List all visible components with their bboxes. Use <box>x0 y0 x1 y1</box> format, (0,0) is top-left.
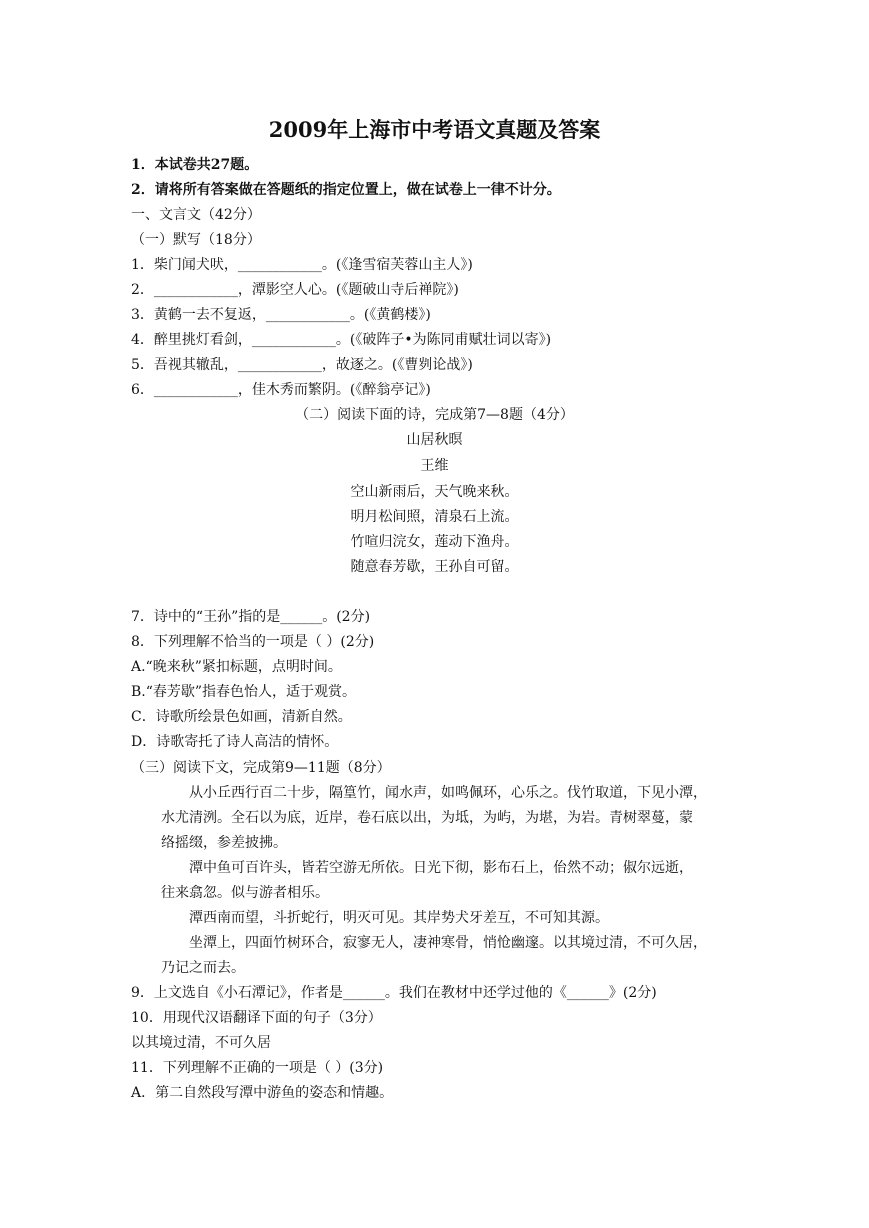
note-1: 1．本试卷共27题。 <box>131 157 259 173</box>
passage-p1-line-1: 从小丘西行百二十步，隔篁竹，闻水声，如鸣佩环，心乐之。伐竹取道，下见小潭， <box>189 785 707 801</box>
q8-option-b: B.“春芳歇”指春色怡人，适于观赏。 <box>131 684 357 700</box>
question-11: 11．下列理解不正确的一项是（ ）(3分) <box>131 1060 384 1076</box>
page-title: 2009年上海市中考语文真题及答案 <box>268 117 601 142</box>
poem-line-1: 空山新雨后，天气晚来秋。 <box>350 484 519 500</box>
q11-option-a: A．第二自然段写潭中游鱼的姿态和情趣。 <box>131 1085 394 1101</box>
question-8: 8．下列理解不恰当的一项是（ ）(2分) <box>131 634 375 650</box>
dictation-item-1: 1．柴门闻犬吠，____________。(《逢雪宿芙蓉山主人》) <box>131 257 473 273</box>
dictation-item-4: 4．醉里挑灯看剑，____________。(《破阵子•为陈同甫赋壮词以寄》) <box>131 332 552 348</box>
question-9: 9．上文选自《小石潭记》，作者是______。我们在教材中还学过他的《______》(2分) <box>131 985 657 1001</box>
q8-option-a: A.“晚来秋”紧扣标题，点明时间。 <box>131 659 342 675</box>
dictation-item-2: 2．____________，潭影空人心。(《题破山寺后禅院》) <box>131 282 459 298</box>
passage-p3-line-1: 潭西南而望，斗折蛇行，明灭可见。其岸势犬牙差互，不可知其源。 <box>189 910 609 926</box>
dictation-item-5: 5．吾视其辙乱，____________，故逐之。(《曹刿论战》) <box>131 357 473 373</box>
dictation-item-3: 3．黄鹤一去不复返，____________。(《黄鹤楼》) <box>131 307 431 323</box>
poem-line-4: 随意春芳歇，王孙自可留。 <box>350 559 519 575</box>
part-two-heading: （二）阅读下面的诗，完成第7—8题（4分） <box>295 407 574 423</box>
question-10: 10．用现代汉语翻译下面的句子（3分） <box>131 1010 382 1026</box>
passage-p4-line-1: 坐潭上，四面竹树环合，寂寥无人，凄神寒骨，悄怆幽邃。以其境过清，不可久居， <box>189 935 707 951</box>
poem-title: 山居秋暝 <box>406 432 463 448</box>
dictation-item-6: 6．____________，佳木秀而繁阴。(《醉翁亭记》) <box>131 382 431 398</box>
passage-p4-line-2: 乃记之而去。 <box>161 960 245 976</box>
poem-author: 王维 <box>420 458 449 474</box>
poem-line-3: 竹喧归浣女，莲动下渔舟。 <box>350 534 519 550</box>
poem-line-2: 明月松间照，清泉石上流。 <box>350 509 519 525</box>
passage-p2-line-2: 往来翕忽。似与游者相乐。 <box>161 885 329 901</box>
passage-p1-line-2: 水尤清洌。全石以为底，近岸，卷石底以出，为坻，为屿，为堪，为岩。青树翠蔓，蒙 <box>161 810 693 826</box>
note-2: 2．请将所有答案做在答题纸的指定位置上，做在试卷上一律不计分。 <box>131 182 561 198</box>
part-one-heading: （一）默写（18分） <box>131 232 261 248</box>
part-three-heading: （三）阅读下文，完成第9—11题（8分） <box>131 760 391 776</box>
q10-sentence: 以其境过清，不可久居 <box>131 1035 271 1051</box>
q8-option-d: D．诗歌寄托了诗人高洁的情怀。 <box>131 734 339 750</box>
passage-p2-line-1: 潭中鱼可百许头，皆若空游无所依。日光下彻，影布石上，佁然不动；俶尔远逝， <box>189 860 693 876</box>
section-heading: 一、文言文（42分） <box>131 207 261 223</box>
passage-p1-line-3: 络摇缀，参差披拂。 <box>161 835 287 851</box>
question-7: 7．诗中的“王孙”指的是______。(2分) <box>131 609 371 625</box>
q8-option-c: C．诗歌所绘景色如画，清新自然。 <box>131 709 352 725</box>
